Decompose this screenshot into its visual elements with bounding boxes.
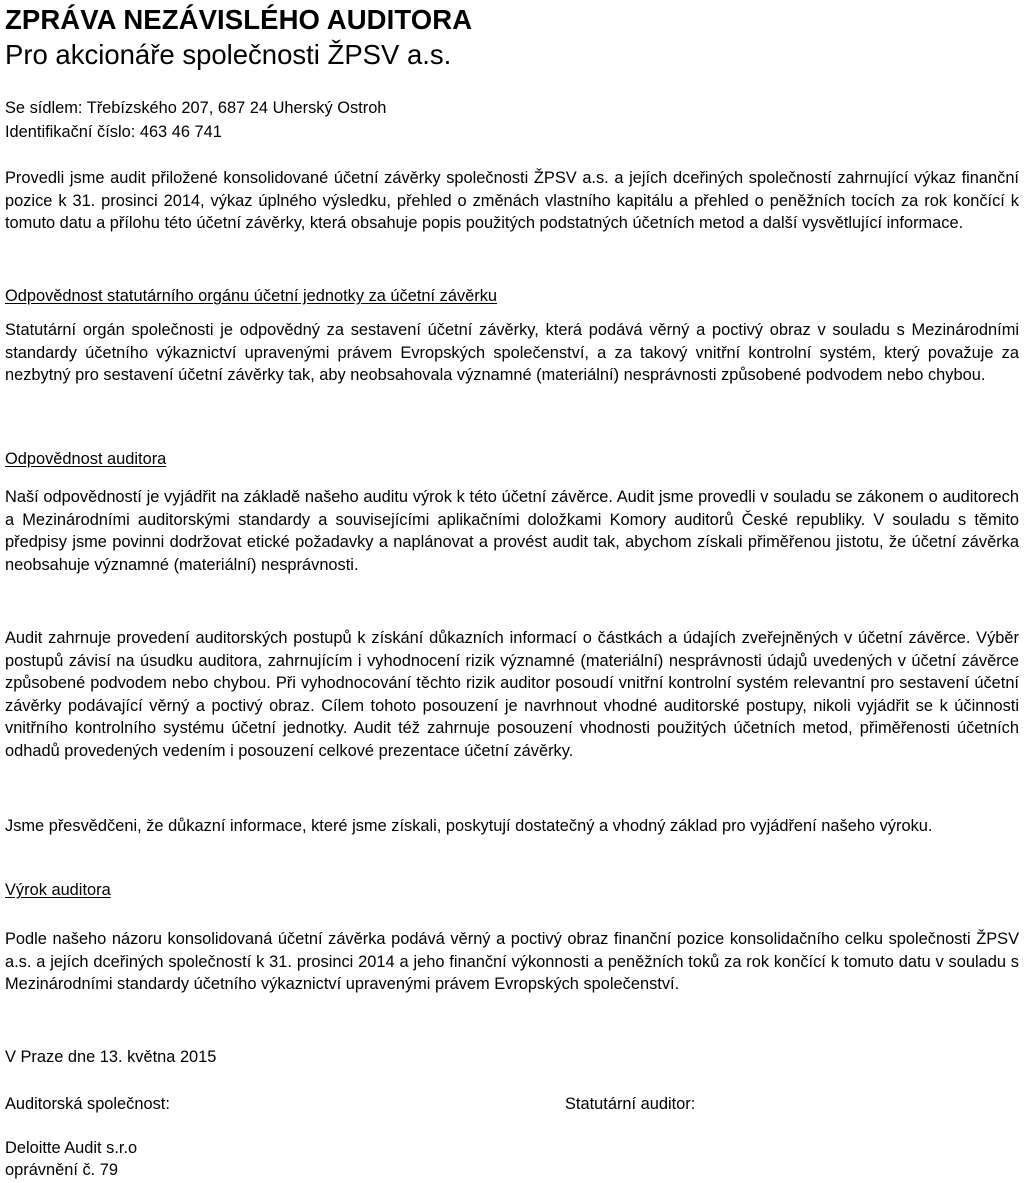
report-subtitle: Pro akcionáře společnosti ŽPSV a.s. <box>5 39 452 70</box>
statutory-responsibility-paragraph: Statutární orgán společnosti je odpovědný za sestavení účetní závěrky, která podává věrný a poctivý obraz v souladu s Mezinárodními standardy účetního výkaznictví upravenými právem Evropských společenství, a za takový vnitřní kontrolní systém, který považuje za nezbytný pro sestavení účetní závěrky tak, aby neobsahovala významné (materiální) nesprávnosti způsobené podvodem nebo chybou. <box>5 321 1019 384</box>
section-heading-auditor-responsibility: Odpovědnost auditora <box>5 450 167 468</box>
report-date: V Praze dne 13. května 2015 <box>5 1048 217 1066</box>
audit-company-name: Deloitte Audit s.r.o <box>5 1139 138 1157</box>
auditor-responsibility-paragraph-1: Naší odpovědností je vyjádřit na základě našeho auditu výrok k této účetní závěrce. Audit jsme provedli v souladu se zákonem o auditorech a Mezinárodními auditorskými standardy a souvisejícími aplikačními doložkami Komory auditorů České republiky. V souladu s těmito předpisy jsme povinni dodržovat etické požadavky a naplánovat a provést audit tak, abychom získali přiměřenou jistotu, že účetní závěrka neobsahuje významné (materiální) nesprávnosti. <box>5 488 1019 574</box>
statutory-auditor-label: Statutární auditor: <box>565 1095 696 1113</box>
audit-company-label: Auditorská společnost: <box>5 1095 170 1113</box>
intro-paragraph: Provedli jsme audit přiložené konsolidované účetní závěrky společnosti ŽPSV a.s. a jejích dceřiných společností zahrnující výkaz finanční pozice k 31. prosinci 2014, výkaz úplného výsledku, přehled o změnách vlastního kapitálu a přehled o peněžních tocích za rok končící k tomuto datu a přílohu této účetní závěrky, která obsahuje popis použitých podstatných účetních metod a další vysvětlující informace. <box>5 169 1019 232</box>
auditor-responsibility-paragraph-3: Jsme přesvědčeni, že důkazní informace, které jsme získali, poskytují dostatečný a vhodný základ pro vyjádření našeho výroku. <box>5 817 933 835</box>
company-address: Se sídlem: Třebízského 207, 687 24 Uherský Ostroh <box>5 99 387 117</box>
auditor-responsibility-paragraph-2: Audit zahrnuje provedení auditorských postupů k získání důkazních informací o částkách a údajích zveřejněných v účetní závěrce. Výběr postupů závisí na úsudku auditora, zahrnujícím i vyhodnocení rizik významné (materiální) nesprávnosti údajů uvedených v účetní závěrce způsobené podvodem nebo chybou. Při vyhodnocování těchto rizik auditor posoudí vnitřní kontrolní systém relevantní pro sestavení účetní závěrky podávající věrný a poctivý obraz. Cílem tohoto posouzení je navrhnout vhodné auditorské postupy, nikoli vyjádřit se k účinnosti vnitřního kontrolního systému účetní jednotky. Audit též zahrnuje posouzení vhodnosti použitých účetních metod, přiměřenosti účetních odhadů provedených vedením i posouzení celkové prezentace účetní závěrky. <box>5 629 1019 760</box>
section-heading-auditor-opinion: Výrok auditora <box>5 881 111 899</box>
company-id: Identifikační číslo: 463 46 741 <box>5 123 222 141</box>
audit-license-number: oprávnění č. 79 <box>5 1161 118 1179</box>
section-heading-statutory-responsibility: Odpovědnost statutárního orgánu účetní jednotky za účetní závěrku <box>5 287 498 305</box>
report-title: ZPRÁVA NEZÁVISLÉHO AUDITORA <box>5 4 473 35</box>
auditor-opinion-paragraph: Podle našeho názoru konsolidovaná účetní závěrka podává věrný a poctivý obraz finanční pozice konsolidačního celku společnosti ŽPSV a.s. a jejích dceřiných společností k 31. prosinci 2014 a jeho finanční výkonnosti a peněžních toků za rok končící k tomuto datu v souladu s Mezinárodními standardy účetního výkaznictví upravenými právem Evropských společenství. <box>5 930 1019 993</box>
